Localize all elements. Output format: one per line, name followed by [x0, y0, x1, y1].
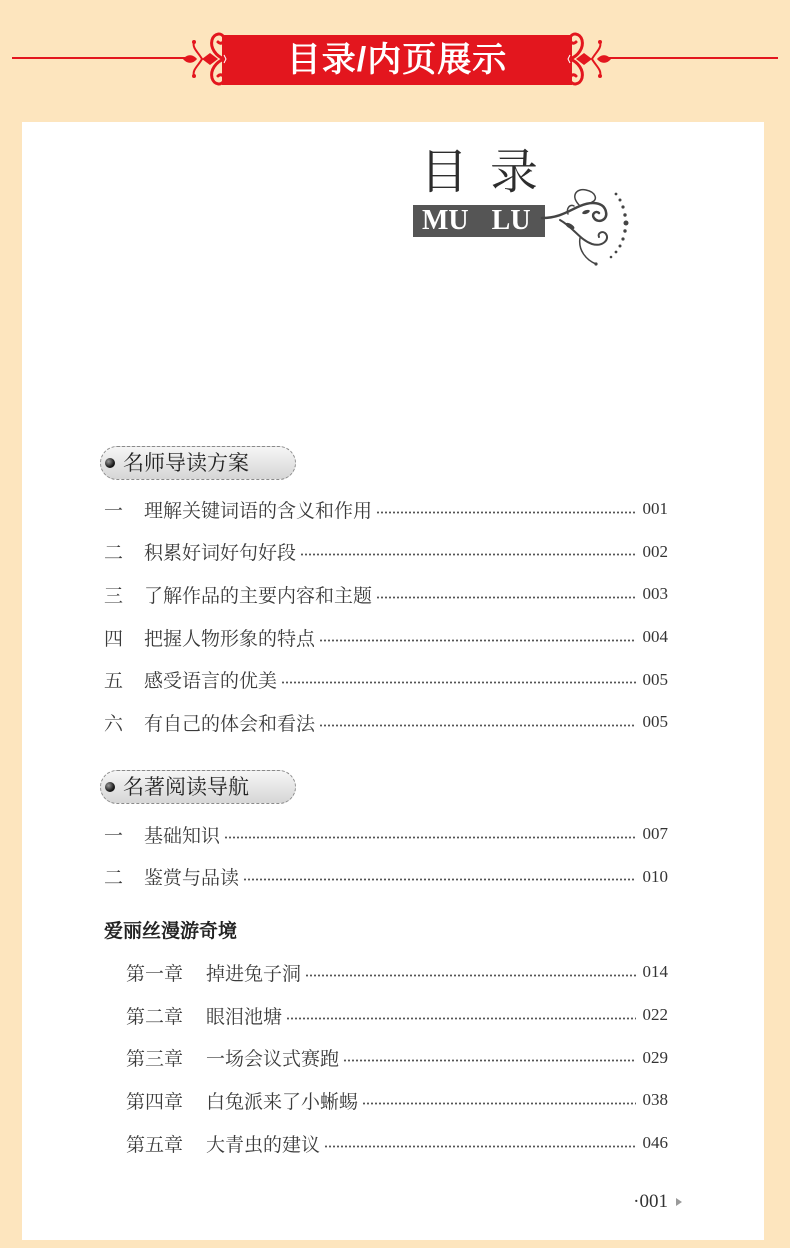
chapter-title: 白兔派来了小蜥蜴	[206, 1090, 359, 1113]
toc-pinyin-label: MU LU	[413, 205, 545, 237]
toc-entry	[104, 701, 668, 744]
toc-entry	[104, 856, 668, 899]
banner-rule-left	[12, 57, 188, 59]
entry-number: 一	[104, 499, 124, 522]
entry-number: 四	[104, 627, 124, 650]
dot-leader	[286, 1017, 636, 1020]
bullet-dot-icon	[105, 782, 115, 792]
entry-number: 五	[104, 670, 124, 693]
chapter-number: 第四章	[126, 1090, 184, 1113]
entry-title: 了解作品的主要内容和主题	[144, 584, 373, 607]
entry-page-number: 005	[642, 712, 668, 732]
triangle-right-icon	[676, 1198, 682, 1206]
entry-page-number: 003	[642, 584, 668, 604]
chapter-number: 第一章	[126, 962, 184, 985]
section-guide-entries	[104, 488, 668, 744]
banner-band	[222, 35, 572, 85]
chapter-number: 第五章	[126, 1133, 184, 1156]
chapter-number: 第三章	[126, 1048, 184, 1071]
dot-leader	[324, 1145, 636, 1148]
chapter-page-number: 022	[642, 1005, 668, 1025]
dot-leader	[319, 639, 636, 642]
entry-number: 二	[104, 867, 124, 890]
flourish-left-icon	[180, 28, 228, 90]
chapter-title: 眼泪池塘	[206, 1005, 283, 1028]
section-heading-guide	[100, 446, 296, 480]
dot-leader	[281, 681, 636, 684]
toc-entry	[104, 488, 668, 531]
banner-title: 目录/内页展示	[286, 41, 508, 79]
entry-page-number: 004	[642, 627, 668, 647]
chapter-title: 一场会议式赛跑	[206, 1048, 340, 1071]
chapter-title: 掉进兔子洞	[206, 962, 302, 985]
dot-leader	[224, 836, 636, 839]
dot-leader	[343, 1059, 636, 1062]
toc-entry	[104, 616, 668, 659]
banner-rule-right	[606, 57, 778, 59]
toc-entry	[104, 531, 668, 574]
section-heading-navigation	[100, 770, 296, 804]
chapter-title: 大青虫的建议	[206, 1133, 321, 1156]
toc-title: 目录	[420, 144, 561, 200]
entry-title: 鉴赏与品读	[144, 867, 240, 890]
entry-title: 基础知识	[144, 824, 221, 847]
book-title: 爱丽丝漫游奇境	[104, 920, 238, 942]
dot-leader	[319, 724, 636, 727]
chapter-entry	[126, 1079, 668, 1122]
toc-entry	[104, 658, 668, 701]
entry-number: 三	[104, 584, 124, 607]
dot-leader	[243, 878, 636, 881]
flourish-right-icon	[566, 28, 614, 90]
entry-page-number: 005	[642, 669, 668, 689]
dot-leader	[376, 596, 636, 599]
entry-title: 积累好词好句好段	[144, 542, 297, 565]
chapter-list	[126, 951, 668, 1164]
entry-number: 一	[104, 824, 124, 847]
section-navigation-entries	[104, 813, 668, 898]
dot-leader	[300, 553, 636, 556]
chapter-page-number: 038	[642, 1090, 668, 1110]
chapter-entry	[126, 1036, 668, 1079]
toc-page	[22, 122, 764, 1240]
bullet-dot-icon	[105, 458, 115, 468]
entry-page-number: 010	[642, 866, 668, 886]
chapter-entry	[126, 951, 668, 994]
dot-leader	[376, 511, 636, 514]
chapter-entry	[126, 994, 668, 1037]
entry-title: 感受语言的优美	[144, 670, 278, 693]
chapter-page-number: 046	[642, 1133, 668, 1153]
dot-leader	[362, 1102, 636, 1105]
entry-page-number: 007	[642, 824, 668, 844]
entry-title: 理解关键词语的含义和作用	[144, 499, 373, 522]
chapter-entry	[126, 1122, 668, 1165]
entry-title: 把握人物形象的特点	[144, 627, 316, 650]
entry-number: 六	[104, 712, 124, 735]
entry-page-number: 002	[642, 541, 668, 561]
chapter-page-number: 014	[642, 962, 668, 982]
swirl-ornament-icon	[540, 188, 634, 268]
chapter-number: 第二章	[126, 1005, 184, 1028]
section-heading-text: 名师导读方案	[123, 451, 249, 475]
toc-entry	[104, 813, 668, 856]
entry-page-number: 001	[642, 499, 668, 519]
section-heading-text: 名著阅读导航	[123, 775, 249, 799]
entry-title: 有自己的体会和看法	[144, 712, 316, 735]
dot-leader	[305, 974, 636, 977]
toc-entry	[104, 573, 668, 616]
page-folio: ·001	[633, 1191, 668, 1212]
chapter-page-number: 029	[642, 1047, 668, 1067]
entry-number: 二	[104, 542, 124, 565]
